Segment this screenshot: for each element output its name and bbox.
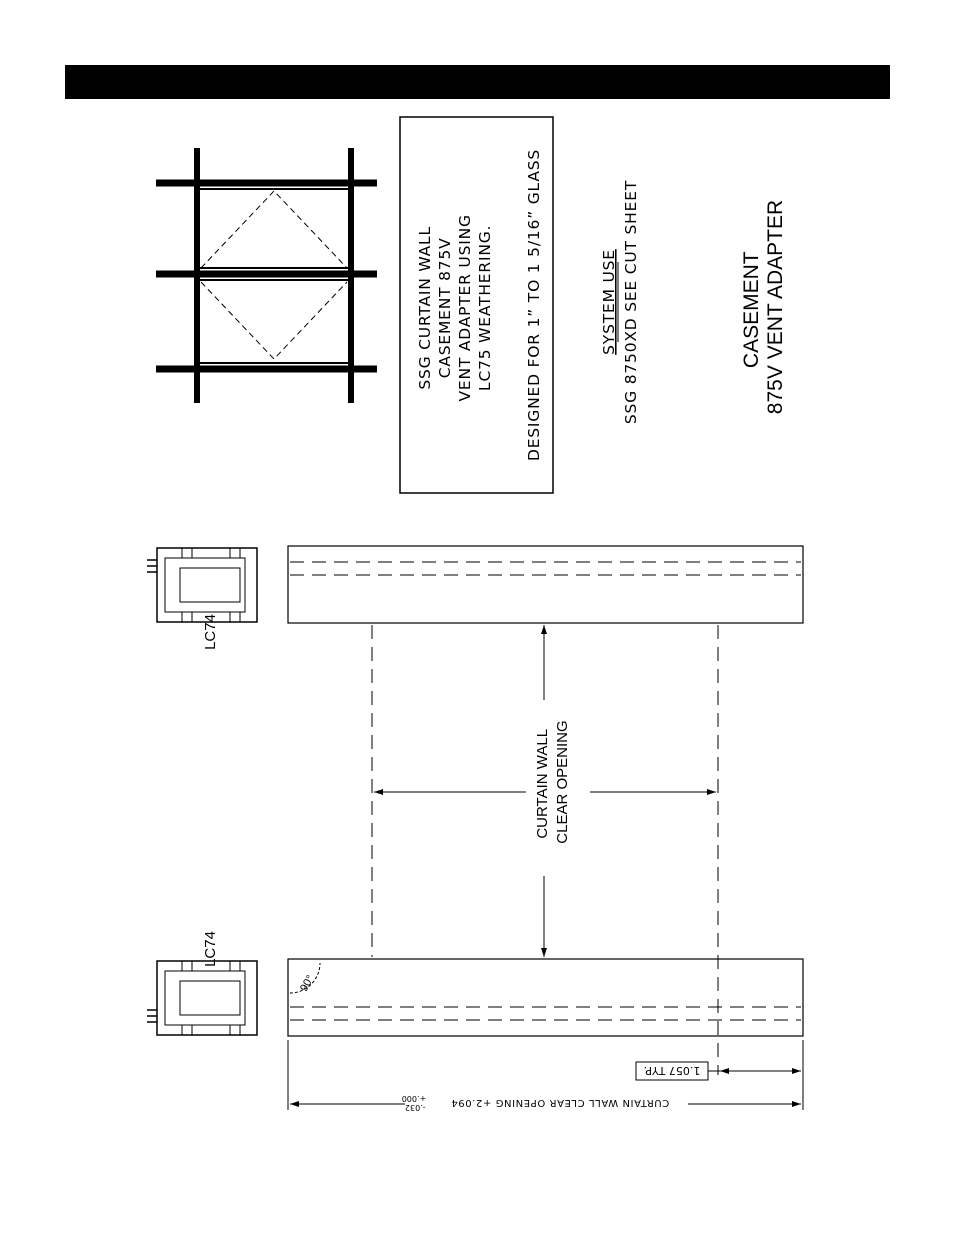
svg-text:SSG CURTAIN WALL CASEM [416, 149, 543, 461]
opening-label-line-2: CLEAR OPENING [554, 720, 571, 844]
note-box [400, 117, 553, 493]
opening-label-line-1: CURTAIN WALL [534, 729, 551, 839]
svg-text:1.057 TYP. [644, 1064, 701, 1077]
system-use-heading: SYSTEM USE [600, 249, 618, 355]
svg-text:LC74 [202, 614, 219, 650]
svg-text:SYSTEM USE [600, 249, 618, 355]
overall-dimension-label: CURTAIN WALL CLEAR OPENING +2.094 [450, 1097, 670, 1108]
system-use [600, 180, 640, 424]
lc74-label-top: LC74 [202, 614, 219, 650]
tolerance-minus: -.032 [404, 1103, 426, 1112]
svg-text:CASEMENT 875V VENT ADAPT [740, 200, 787, 414]
product-title-line-2: 875V VENT ADAPTER [764, 199, 787, 415]
tolerance-plus: +.000 [401, 1094, 427, 1103]
note-line-4: LC75 WEATHERING. [476, 224, 494, 391]
note-line-3: VENT ADAPTER USING [456, 214, 474, 402]
glass-note: DESIGNED FOR 1” TO 1 5/16” GLASS [525, 148, 543, 462]
svg-text:-.032 +.000 [402, 1094, 427, 1112]
svg-text:CURTAIN WALL CLEAR OPENING +2. [451, 1097, 670, 1108]
svg-text:CURTAIN WALL CLEAR OPENI [534, 720, 571, 843]
svg-text:SSG 8750XD SEE CUT SHEET [622, 180, 640, 424]
product-title-line-1: CASEMENT [740, 251, 763, 369]
typ-dimension-label: 1.057 TYP. [643, 1064, 701, 1077]
note-line-1: SSG CURTAIN WALL [416, 226, 434, 390]
svg-text:LC74 [202, 931, 219, 967]
angle-label: 90° [298, 973, 317, 994]
lc74-profile-bottom [147, 961, 257, 1035]
system-use-text: SSG 8750XD SEE CUT SHEET [622, 179, 640, 425]
elevation-sketch [156, 148, 377, 403]
lc74-label-bottom: LC74 [202, 931, 219, 967]
note-line-2: CASEMENT 875V [436, 237, 454, 379]
lc74-profile-top [147, 548, 257, 622]
product-title [740, 200, 787, 414]
